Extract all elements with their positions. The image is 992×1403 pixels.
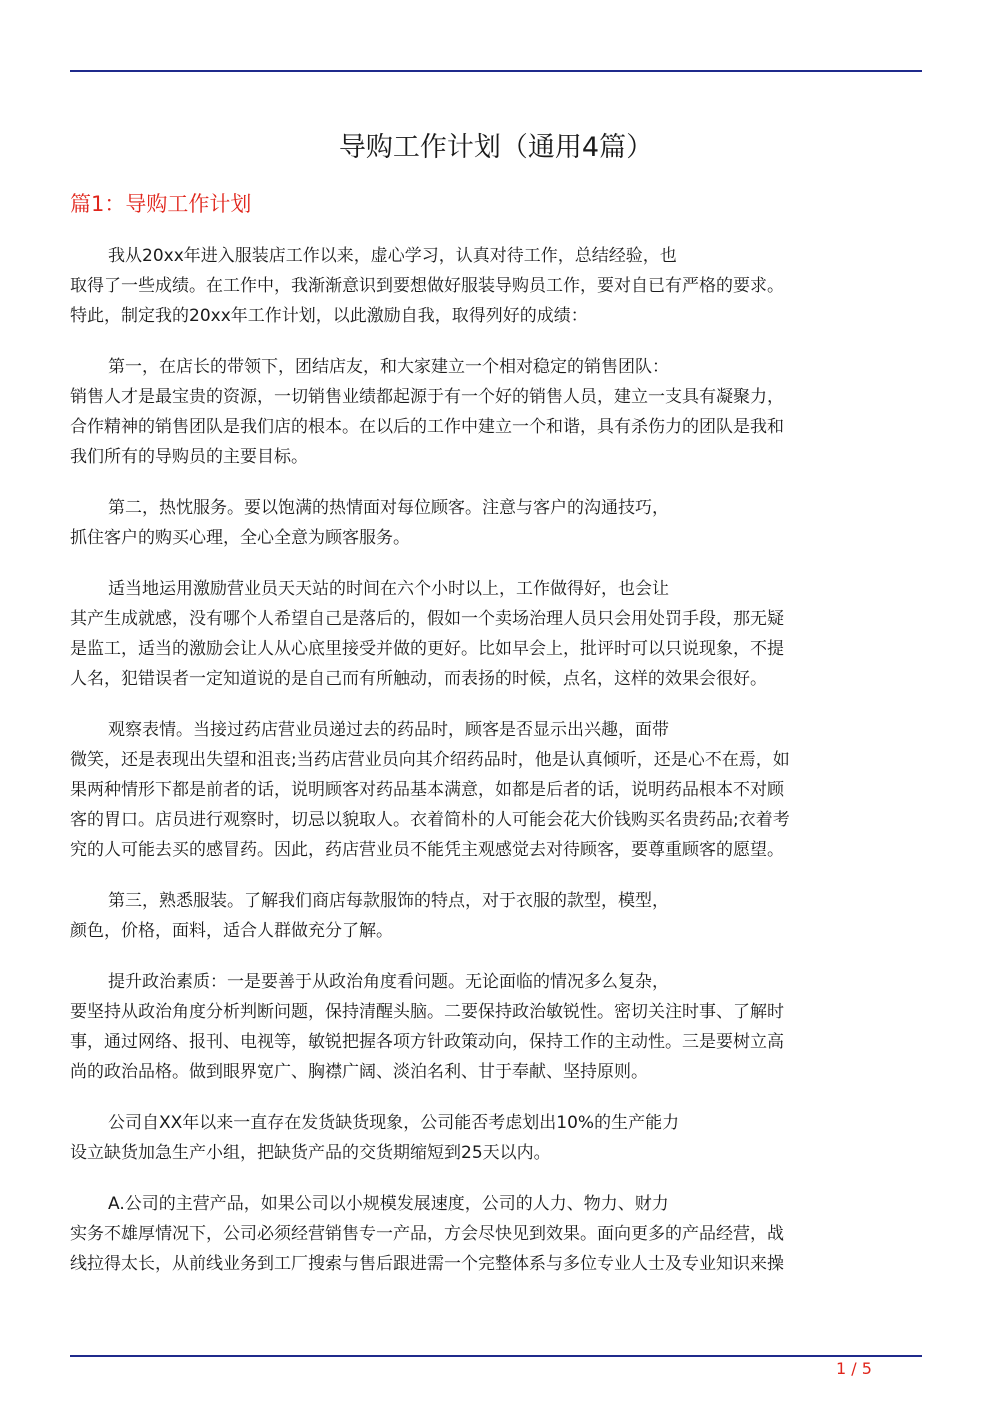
- paragraph-line: 适当地运用激励营业员天天站的时间在六个小时以上，工作做得好，也会让: [108, 579, 669, 599]
- paragraph: [70, 886, 922, 946]
- paragraph-line: 尚的政治品格。做到眼界宽广、胸襟广阔、淡泊名利、甘于奉献、坚持原则。: [70, 1062, 648, 1082]
- paragraph: [70, 1108, 922, 1168]
- paragraph-line: 第一，在店长的带领下，团结店友，和大家建立一个相对稳定的销售团队：: [108, 357, 669, 377]
- paragraph: [70, 352, 922, 472]
- paragraph-line: 要坚持从政治角度分析判断问题，保持清醒头脑。二要保持政治敏锐性。密切关注时事、了解时: [70, 1002, 784, 1022]
- paragraph-line: 第二，热忱服务。要以饱满的热情面对每位顾客。注意与客户的沟通技巧，: [108, 498, 669, 518]
- paragraph: [70, 1189, 922, 1279]
- paragraph-line: 特此，制定我的20xx年工作计划，以此激励自我，取得列好的成绩：: [70, 306, 588, 326]
- paragraph-line: 线拉得太长，从前线业务到工厂搜索与售后跟进需一个完整体系与多位专业人士及专业知识来操: [70, 1254, 784, 1274]
- paragraph-line: 其产生成就感，没有哪个人希望自己是落后的，假如一个卖场治理人员只会用处罚手段，那无疑: [70, 609, 784, 629]
- header-rule: [70, 70, 922, 72]
- footer-rule: [70, 1355, 922, 1357]
- page-number: 1 / 5: [836, 1359, 872, 1378]
- paragraph-line: 提升政治素质：一是要善于从政治角度看问题。无论面临的情况多么复杂，: [108, 972, 669, 992]
- paragraph: [70, 241, 922, 331]
- paragraph-line: 究的人可能去买的感冒药。因此，药店营业员不能凭主观感觉去对待顾客，要尊重顾客的愿望。: [70, 840, 784, 860]
- paragraph-line: 销售人才是最宝贵的资源，一切销售业绩都起源于有一个好的销售人员，建立一支具有凝聚力，: [70, 387, 784, 407]
- paragraph: [70, 493, 922, 553]
- paragraph-line: 第三，熟悉服装。了解我们商店每款服饰的特点，对于衣服的款型，模型，: [108, 891, 669, 911]
- paragraph-line: 人名，犯错误者一定知道说的是自己而有所触动，而表扬的时候，点名，这样的效果会很好。: [70, 669, 767, 689]
- paragraph-line: 颜色，价格，面料，适合人群做充分了解。: [70, 921, 393, 941]
- paragraph: [70, 574, 922, 694]
- document-body: [70, 241, 922, 1300]
- paragraph-line: 事，通过网络、报刊、电视等，敏锐把握各项方针政策动向，保持工作的主动性。三是要树立高: [70, 1032, 784, 1052]
- paragraph-line: A.公司的主营产品，如果公司以小规模发展速度，公司的人力、物力、财力: [108, 1194, 669, 1214]
- section-heading: 篇1：导购工作计划: [70, 192, 252, 216]
- paragraph-line: 是监工，适当的激励会让人从心底里接受并做的更好。比如早会上，批评时可以只说现象，不提: [70, 639, 784, 659]
- paragraph-line: 果两种情形下都是前者的话，说明顾客对药品基本满意，如都是后者的话，说明药品根本不对顾: [70, 780, 784, 800]
- paragraph-line: 取得了一些成绩。在工作中，我渐渐意识到要想做好服装导购员工作，要对自已有严格的要求。: [70, 276, 784, 296]
- paragraph-line: 观察表情。当接过药店营业员递过去的药品时，顾客是否显示出兴趣，面带: [108, 720, 669, 740]
- paragraph-line: 我们所有的导购员的主要目标。: [70, 447, 308, 467]
- paragraph: [70, 715, 922, 865]
- paragraph-line: 我从20xx年进入服装店工作以来，虚心学习，认真对待工作，总结经验，也: [108, 246, 677, 266]
- paragraph-line: 抓住客户的购买心理，全心全意为顾客服务。: [70, 528, 410, 548]
- paragraph-line: 微笑，还是表现出失望和沮丧;当药店营业员向其介绍药品时，他是认真倾听，还是心不在焉，如: [70, 750, 790, 770]
- paragraph-line: 实务不雄厚情况下，公司必须经营销售专一产品，方会尽快见到效果。面向更多的产品经营，战: [70, 1224, 784, 1244]
- paragraph-line: 公司自XX年以来一直存在发货缺货现象，公司能否考虑划出10%的生产能力: [108, 1113, 680, 1133]
- paragraph: [70, 967, 922, 1087]
- paragraph-line: 客的胃口。店员进行观察时，切忌以貌取人。衣着简朴的人可能会花大价钱购买名贵药品;衣着考: [70, 810, 790, 830]
- paragraph-line: 设立缺货加急生产小组，把缺货产品的交货期缩短到25天以内。: [70, 1143, 551, 1163]
- document-title: 导购工作计划（通用4篇）: [338, 132, 654, 163]
- paragraph-line: 合作精神的销售团队是我们店的根本。在以后的工作中建立一个和谐，具有杀伤力的团队是我和: [70, 417, 784, 437]
